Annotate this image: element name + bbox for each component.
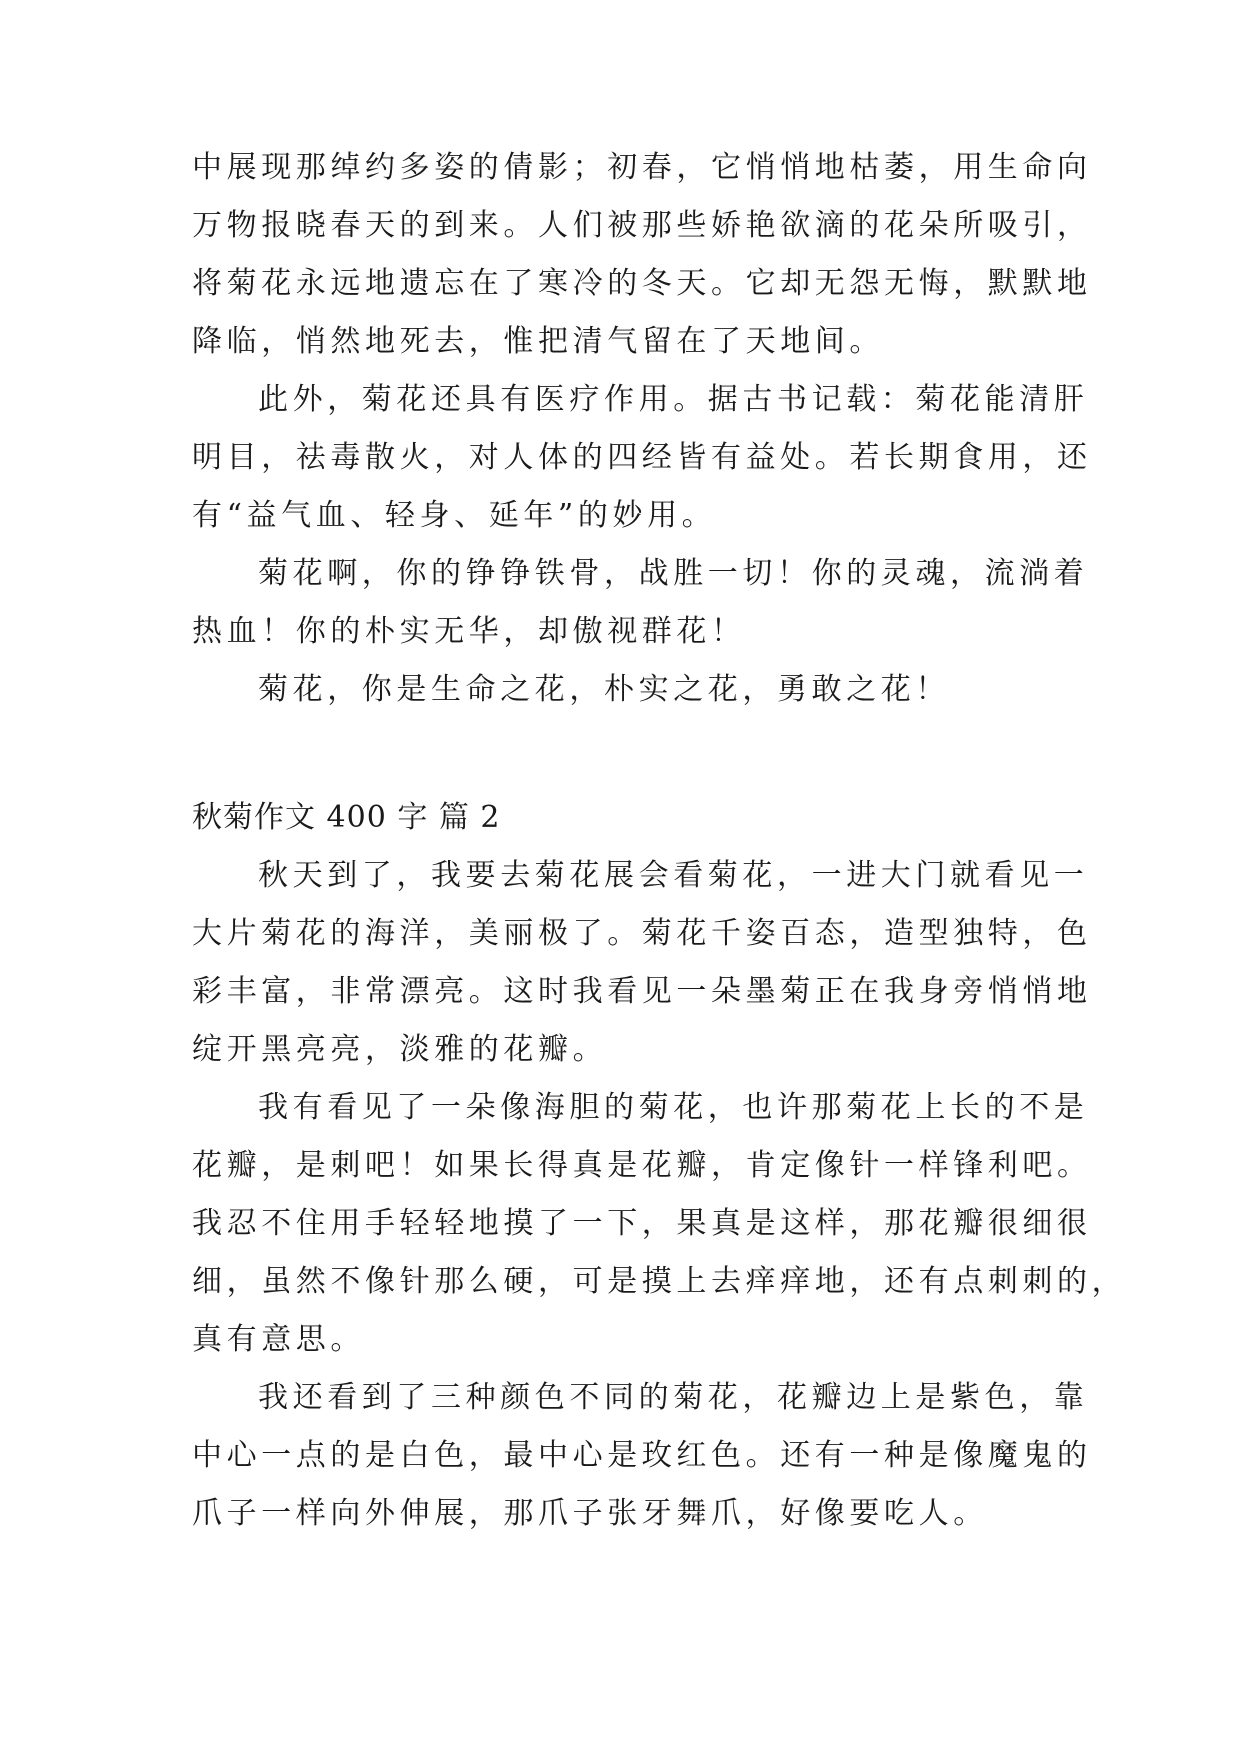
paragraph-line: 我还看到了三种颜色不同的菊花，花瓣边上是紫色，靠: [258, 1380, 1089, 1415]
paragraph-line: 我忍不住用手轻轻地摸了一下，果真是这样，那花瓣很细很: [192, 1206, 1092, 1241]
paragraph-line: 将菊花永远地遗忘在了寒冷的冬天。它却无怨无悔，默默地: [192, 266, 1092, 301]
paragraph-line: 爪子一样向外伸展，那爪子张牙舞爪，好像要吃人。: [192, 1496, 988, 1531]
paragraph-line: 彩丰富，非常漂亮。这时我看见一朵墨菊正在我身旁悄悄地: [192, 974, 1092, 1009]
paragraph-line: 绽开黑亮亮，淡雅的花瓣。: [192, 1032, 608, 1067]
paragraph-line: 菊花，你是生命之花，朴实之花，勇敢之花！: [258, 672, 950, 707]
paragraph-line: 我有看见了一朵像海胆的菊花，也许那菊花上长的不是: [258, 1090, 1089, 1125]
paragraph-line: 降临，悄然地死去，惟把清气留在了天地间。: [192, 324, 884, 359]
paragraph-line: 细，虽然不像针那么硬，可是摸上去痒痒地，还有点刺刺的，: [192, 1264, 1127, 1299]
paragraph-line: 此外，菊花还具有医疗作用。据古书记载：菊花能清肝: [258, 382, 1089, 417]
paragraph-line: 明目，祛毒散火，对人体的四经皆有益处。若长期食用，还: [192, 440, 1092, 475]
paragraph-line: 万物报晓春天的到来。人们被那些娇艳欲滴的花朵所吸引，: [192, 208, 1092, 243]
paragraph-line: 花瓣，是刺吧！如果长得真是花瓣，肯定像针一样锋利吧。: [192, 1148, 1092, 1183]
paragraph-line: 大片菊花的海洋，美丽极了。菊花千姿百态，造型独特，色: [192, 916, 1092, 951]
paragraph-line: 真有意思。: [192, 1322, 365, 1357]
paragraph-line: 中心一点的是白色，最中心是玫红色。还有一种是像魔鬼的: [192, 1438, 1092, 1473]
paragraph-line: 热血！你的朴实无华，却傲视群花！: [192, 614, 746, 649]
paragraph-line: 菊花啊，你的铮铮铁骨，战胜一切！你的灵魂，流淌着: [258, 556, 1089, 591]
paragraph-line: 秋天到了，我要去菊花展会看菊花，一进大门就看见一: [258, 858, 1089, 893]
paragraph-line: 中展现那绰约多姿的倩影；初春，它悄悄地枯萎，用生命向: [192, 150, 1092, 185]
section-heading: 秋菊作文 400 字 篇 2: [192, 800, 501, 835]
paragraph-line: 有“益气血、轻身、延年”的妙用。: [192, 498, 717, 533]
